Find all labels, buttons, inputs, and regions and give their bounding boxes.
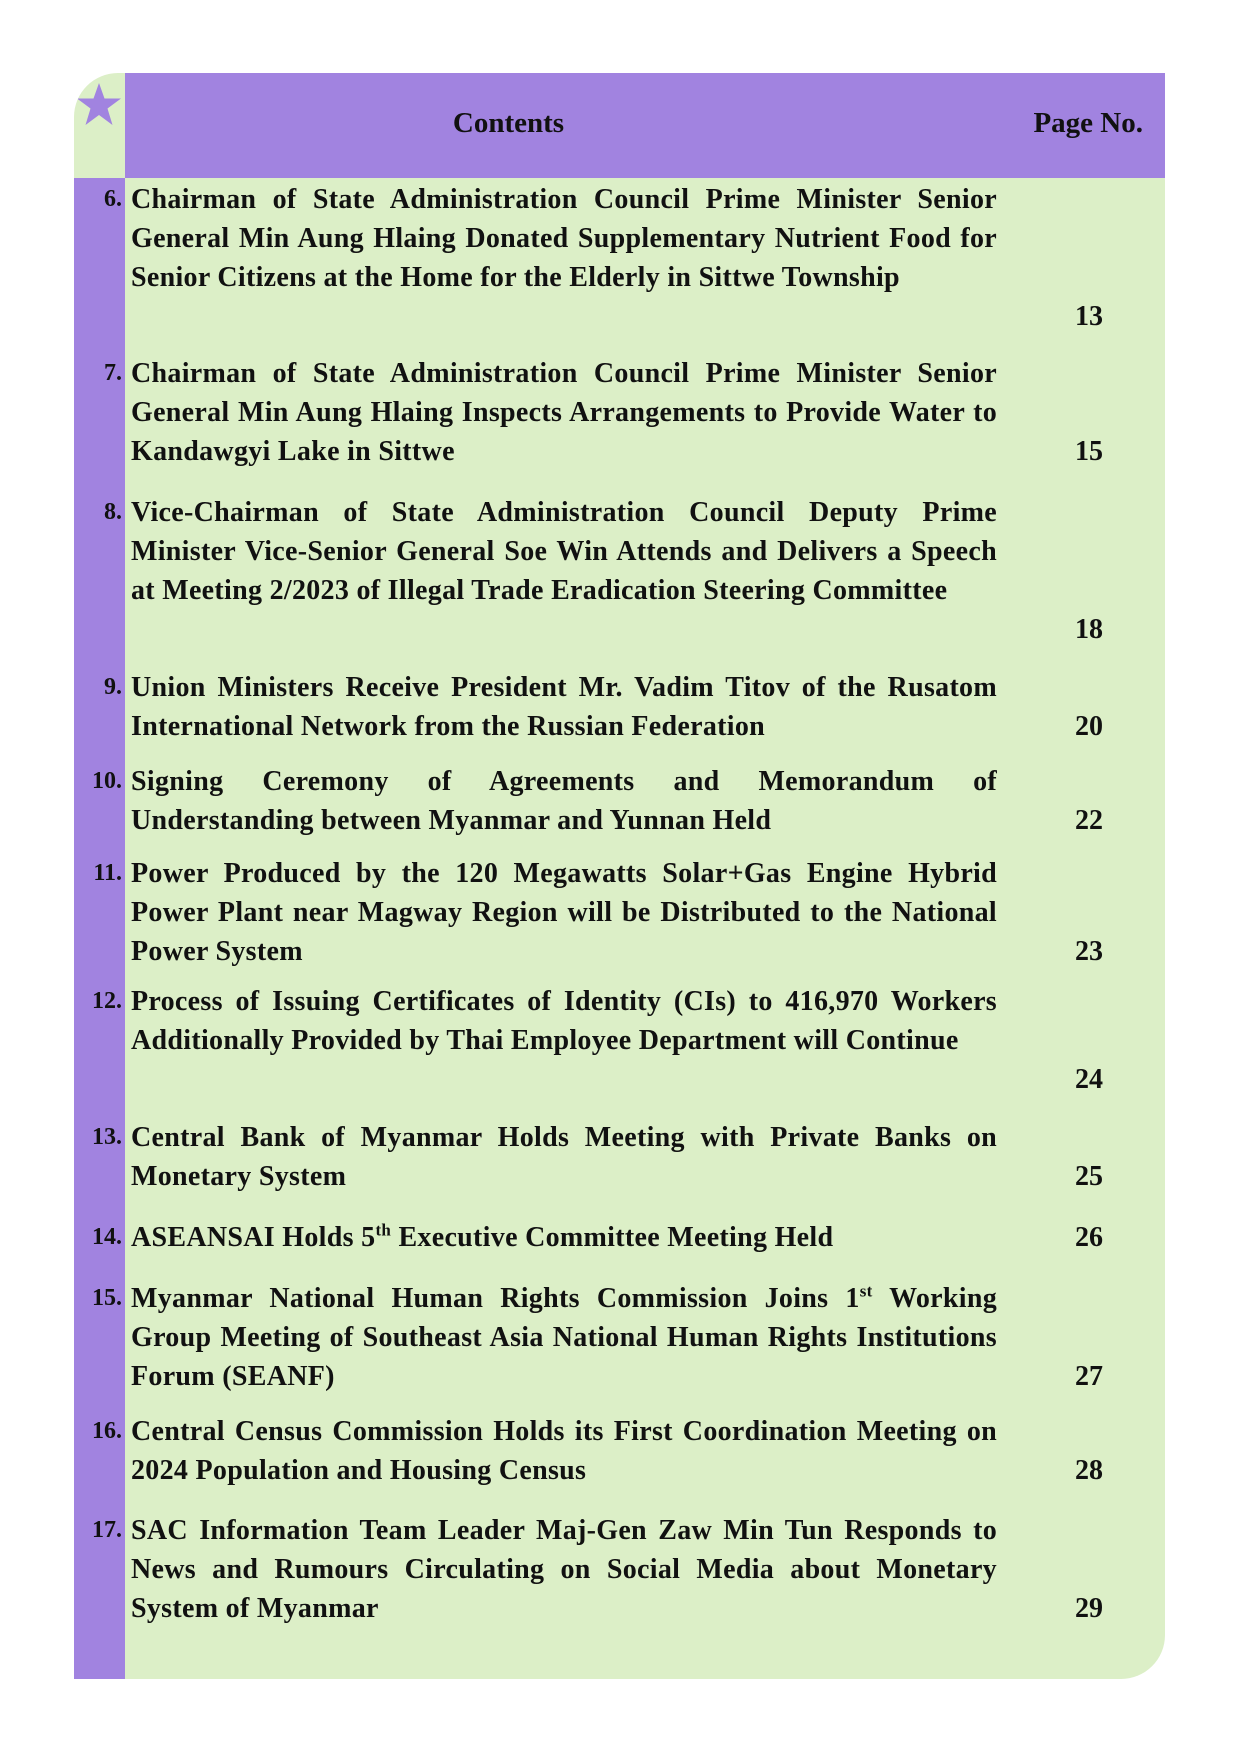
entry-page-number[interactable]: 24 xyxy=(1075,1064,1103,1095)
entry-number: 9. xyxy=(104,674,122,700)
entry-page-number[interactable]: 13 xyxy=(1075,301,1103,332)
entry-title[interactable]: SAC Information Team Leader Maj-Gen Zaw Min Tun Responds to News and Rumours Circulating on Social Media about Monetary System of Myanmar xyxy=(131,1515,997,1624)
toc-entry[interactable] xyxy=(74,1218,1165,1257)
entry-page-number[interactable]: 27 xyxy=(1075,1361,1103,1392)
toc-entry[interactable] xyxy=(74,1279,1165,1396)
entry-number: 16. xyxy=(92,1418,122,1444)
entry-number: 7. xyxy=(104,360,122,386)
entry-title[interactable]: Process of Issuing Certificates of Identity (CIs) to 416,970 Workers Additionally Provided by Thai Employee Department will Continue xyxy=(131,986,997,1056)
entry-title-text: ASEANSAI Holds 5 xyxy=(131,1222,376,1253)
entry-number: 10. xyxy=(92,768,122,794)
entry-title[interactable]: Vice-Chairman of State Administration Council Deputy Prime Minister Vice-Senior General Soe Win Attends and Delivers a Speech at Meeting 2/2023 of Illegal Trade Eradication Steering Committee xyxy=(131,497,997,606)
entry-title[interactable]: Chairman of State Administration Council Prime Minister Senior General Min Aung Hlaing Donated Supplementary Nutrient Food for Senior Citizens at the Home for the Elderly in Sittwe Township xyxy=(131,184,997,293)
entry-page-number[interactable]: 20 xyxy=(1075,711,1103,742)
entry-title[interactable] xyxy=(131,1279,997,1396)
toc-entry[interactable] xyxy=(74,854,1165,971)
entry-title[interactable]: Central Census Commission Holds its First Coordination Meeting on 2024 Population and Housing Census xyxy=(131,1416,997,1486)
toc-entry[interactable] xyxy=(74,180,1165,336)
entry-title[interactable]: Signing Ceremony of Agreements and Memorandum of Understanding between Myanmar and Yunnan Held xyxy=(131,766,997,836)
entry-page-number[interactable]: 15 xyxy=(1075,436,1103,467)
entry-page-number[interactable]: 25 xyxy=(1075,1161,1103,1192)
toc-entry[interactable] xyxy=(74,668,1165,746)
entry-page-number[interactable]: 28 xyxy=(1075,1455,1103,1486)
entry-number: 12. xyxy=(92,988,122,1014)
entry-number: 11. xyxy=(93,860,122,886)
toc-entry[interactable] xyxy=(74,982,1165,1099)
entry-title[interactable]: Power Produced by the 120 Megawatts Solar+Gas Engine Hybrid Power Plant near Magway Region will be Distributed to the National Power System xyxy=(131,858,997,967)
entry-title[interactable]: Union Ministers Receive President Mr. Vadim Titov of the Rusatom International Network from the Russian Federation xyxy=(131,672,997,742)
toc-entry[interactable] xyxy=(74,493,1165,649)
entry-page-number[interactable]: 29 xyxy=(1075,1593,1103,1624)
entry-title-text: Executive Committee Meeting Held xyxy=(391,1222,834,1253)
toc-entry[interactable] xyxy=(74,1118,1165,1196)
ordinal-suffix: st xyxy=(859,1281,873,1301)
entry-title[interactable] xyxy=(131,1218,997,1257)
contents-panel xyxy=(74,73,1165,1679)
entry-title-text: Myanmar National Human Rights Commission Joins 1 xyxy=(131,1283,860,1314)
page-number-heading: Page No. xyxy=(1033,107,1143,139)
entry-number: 6. xyxy=(104,186,122,212)
toc-entry[interactable] xyxy=(74,762,1165,840)
entry-title[interactable]: Chairman of State Administration Council Prime Minister Senior General Min Aung Hlaing Inspects Arrangements to Provide Water to Kandawgyi Lake in Sittwe xyxy=(131,358,997,467)
entry-number: 8. xyxy=(104,499,122,525)
toc-entry[interactable] xyxy=(74,354,1165,471)
contents-heading: Contents xyxy=(452,107,565,139)
toc-entry[interactable] xyxy=(74,1412,1165,1490)
entry-number: 14. xyxy=(92,1224,122,1250)
entry-page-number[interactable]: 26 xyxy=(1075,1222,1103,1253)
ordinal-suffix: th xyxy=(375,1220,392,1240)
entry-page-number[interactable]: 22 xyxy=(1075,805,1103,836)
toc-entry[interactable] xyxy=(74,1511,1165,1628)
entry-title[interactable]: Central Bank of Myanmar Holds Meeting with Private Banks on Monetary System xyxy=(131,1122,997,1192)
entry-page-number[interactable]: 23 xyxy=(1075,936,1103,967)
star-icon xyxy=(76,81,122,127)
entry-page-number[interactable]: 18 xyxy=(1075,614,1103,645)
entry-title-text: Working Group Meeting of Southeast Asia National Human Rights Institutions Forum (SEANF) xyxy=(131,1283,998,1392)
entry-number: 15. xyxy=(92,1285,122,1311)
entry-number: 17. xyxy=(92,1517,122,1543)
entry-number: 13. xyxy=(92,1124,122,1150)
